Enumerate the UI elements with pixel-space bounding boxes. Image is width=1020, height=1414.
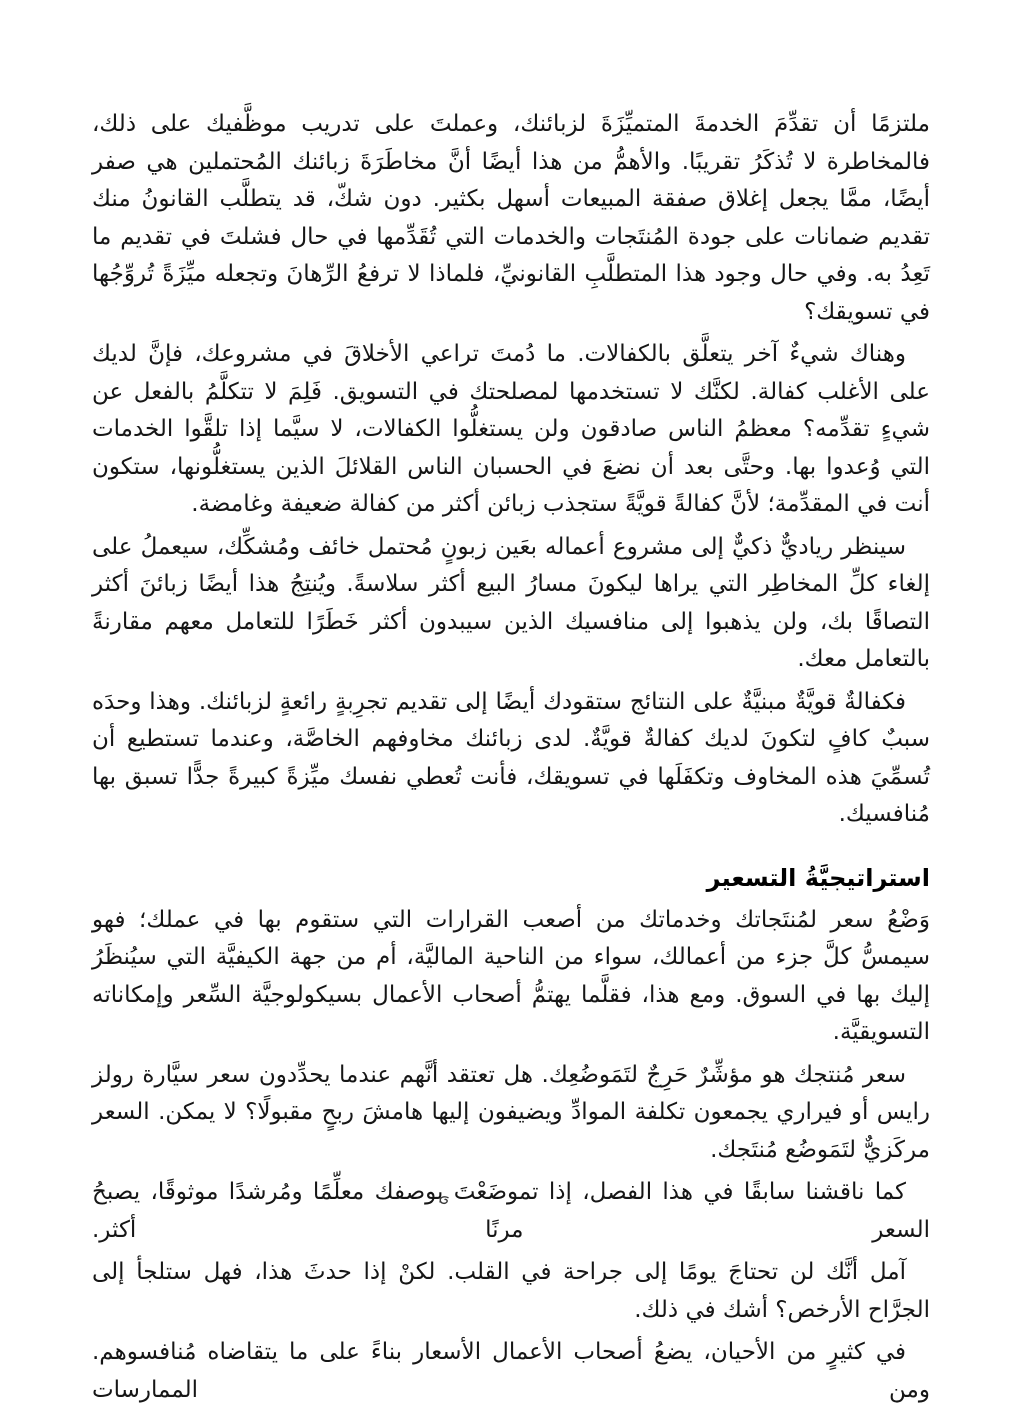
body-paragraph-2: وهناك شيءٌ آخر يتعلَّق بالكفالات. ما دُمتَ تراعي الأخلاقَ في مشروعك، فإنَّ لديك على الأغلب كفالة. لكنَّك لا تستخدمها لمصلحتك في التسويق. فَلِمَ لا تتكلَّمُ بالفعل عن شيءٍ تقدِّمه؟ معظمُ الناس صادقون ولن يستغلُّوا الكفالات، لا سيَّما إذا تلقَّوا الخدمات التي وُعدوا بها. وحتَّى بعد أن نضعَ في الحسبان الناس القلائلَ الذين يستغلُّونها، ستكون أنت في المقدِّمة؛ لأنَّ كفالةً قويَّةً ستجذب زبائن أكثر من كفالة ضعيفة وغامضة.	[92, 341, 930, 517]
body-paragraph-1: ملتزمًا أن تقدِّمَ الخدمةَ المتميِّزَةَ لزبائنك، وعملتَ على تدريب موظَّفيك على ذلك، فالمخاطرة لا تُذكَرُ تقريبًا. والأهمُّ من هذا أيضًا أنَّ مخاطَرَةَ زبائنك المُحتملين هي صفر أيضًا، ممَّا يجعل إغلاق صفقة المبيعات أسهل بكثير. دون شكّ، قد يتطلَّب القانونُ منك تقديم ضمانات على جودة المُنتَجات والخدمات التي تُقَدِّمها في حال فشلتَ في تقديم ما تَعِدُ به. وفي حال وجود هذا المتطلَّبِ القانونيِّ، فلماذا لا ترفعُ الرِّهانَ وتجعله ميِّزَةً تُروِّجُها في تسويقك؟	[92, 111, 930, 325]
section-heading-pricing-strategy: استراتيجيَّةُ التسعير	[706, 863, 930, 892]
text-block	[92, 106, 930, 1414]
body-paragraph-5: وَضْعُ سعر لمُنتَجاتك وخدماتك من أصعب القرارات التي ستقوم بها في عملك؛ فهو سيمسُّ كلَّ جزء من أعمالك، سواء من الناحية الماليَّة، أم من جهة الكيفيَّة التي سيُنظَرُ إليك بها في السوق. ومع هذا، فقلَّما يهتمُّ أصحاب الأعمال بسيكولوجيَّة السِّعر وإمكاناته التسويقيَّة.	[92, 906, 930, 1045]
body-paragraph-4: فكفالةٌ قويَّةٌ مبنيَّةٌ على النتائج ستقودك أيضًا إلى تقديم تجرِبةٍ رائعةٍ لزبائنك. وهذا وحدَه سببٌ كافٍ لتكونَ لديك كفالةٌ قويَّةٌ. لدى زبائنك مخاوفهم الخاصَّة، وعندما تستطيع أن تُسمِّيَ هذه المخاوف وتكفَلَها في تسويقك، فأنت تُعطي نفسك ميِّزةً كبيرةً جدًّا تسبق بها مُنافسيك.	[92, 688, 930, 827]
body-paragraph-7: كما ناقشنا سابقًا في هذا الفصل، إذا تموضَعْتَ بوصفك معلِّمًا ومُرشدًا موثوقًا، يصبحُ السعر مرنًا أكثر.	[92, 1179, 930, 1243]
body-paragraph-6: سعر مُنتجك هو مؤشِّرٌ حَرِجٌ لتَمَوضُعِك. هل تعتقد أنَّهم عندما يحدِّدون سعر سيَّارة رولز رايس أو فيراري يجمعون تكلفة الموادِّ ويضيفون إليها هامشَ ربحٍ مقبولًا؟ لا يمكن. السعر مركَزيٌّ لتَمَوضُع مُنتَجك.	[92, 1061, 930, 1163]
cutoff-diacritic-mark	[438, 1195, 450, 1207]
body-paragraph-3: سينظر رياديٌّ ذكيٌّ إلى مشروع أعماله بعَين زبونٍ مُحتمل خائف ومُشكِّك، سيعملُ على إلغاء كلِّ المخاطِر التي يراها ليكونَ مسارُ البيع أكثر سلاسةً. ويُنتِجُ هذا أيضًا زبائنَ أكثر التصاقًا بك، ولن يذهبوا إلى منافسيك الذين سيبدون أكثر خَطَرًا للتعامل معهم مقارنةً بالتعامل معك.	[92, 533, 930, 672]
body-paragraph-8: آمل أنَّك لن تحتاجَ يومًا إلى جراحة في القلب. لكنْ إذا حدثَ هذا، فهل ستلجأ إلى الجرَّاح الأرخص؟ أشك في ذلك.	[92, 1259, 930, 1323]
body-paragraph-9: في كثيرٍ من الأحيان، يضعُ أصحاب الأعمال الأسعار بناءً على ما يتقاضاه مُنافسوهم. ومن الممارسات	[92, 1339, 930, 1403]
